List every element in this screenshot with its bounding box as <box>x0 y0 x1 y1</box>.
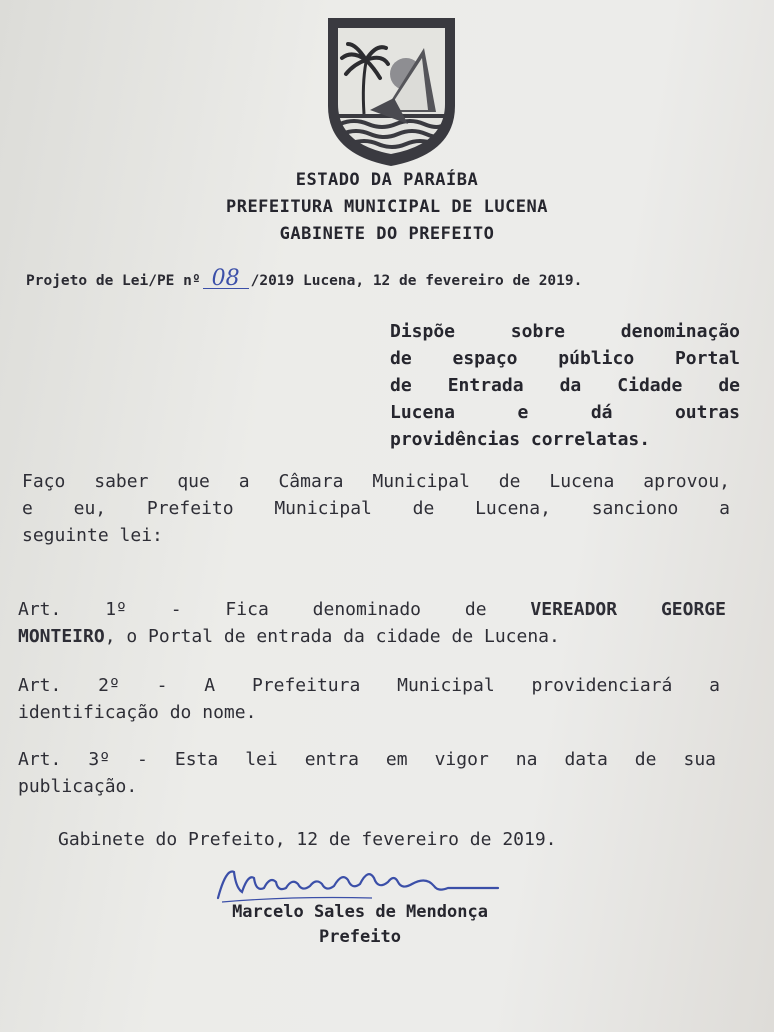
preamble-line: e eu, Prefeito Municipal de Lucena, sanciono a <box>22 498 730 519</box>
header-state: ESTADO DA PARAÍBA <box>295 170 479 190</box>
header-office: GABINETE DO PREFEITO <box>279 224 495 244</box>
ementa-line: de Entrada da Cidade de <box>390 375 740 396</box>
ementa-line: de espaço público Portal <box>390 348 740 369</box>
article-2 <box>18 672 720 726</box>
ementa-line: Lucena e dá outras <box>390 402 740 423</box>
article-1-line-2 <box>18 623 726 650</box>
article-1-line-1 <box>18 596 726 623</box>
municipal-coat-of-arms-icon <box>324 14 459 169</box>
article-2-line-1: Art. 2º - A Prefeitura Municipal providenciará a <box>18 675 720 696</box>
article-1 <box>18 596 726 650</box>
article-1-rest: , o Portal de entrada da cidade de Lucena. <box>104 626 560 647</box>
article-1-prefix: Art. 1º - Fica denominado de <box>18 599 487 620</box>
preamble-line: seguinte lei: <box>22 525 163 546</box>
ementa-line: providências correlatas. <box>390 429 651 450</box>
preamble <box>22 468 730 549</box>
bill-line <box>26 266 583 291</box>
article-3-line-2: publicação. <box>18 776 138 797</box>
article-2-line-2: identificação do nome. <box>18 702 257 723</box>
closing-line: Gabinete do Prefeito, 12 de fevereiro de 2019. <box>58 829 557 850</box>
handwritten-signature-icon <box>212 858 502 906</box>
article-1-honoree-part1: VEREADOR GEORGE <box>530 599 726 620</box>
header-municipality: PREFEITURA MUNICIPAL DE LUCENA <box>225 197 549 217</box>
ementa <box>390 318 740 453</box>
preamble-line: Faço saber que a Câmara Municipal de Lucena aprovou, <box>22 471 730 492</box>
article-1-honoree-part2: MONTEIRO <box>18 626 105 647</box>
bill-prefix: Projeto de Lei/PE nº <box>26 273 201 289</box>
signatory-title: Prefeito <box>319 927 401 947</box>
signatory-name: Marcelo Sales de Mendonça <box>232 902 488 922</box>
bill-number-handwritten: 08 <box>203 270 249 289</box>
article-3-line-1: Art. 3º - Esta lei entra em vigor na data de sua <box>18 749 716 770</box>
ementa-line: Dispõe sobre denominação <box>390 321 740 342</box>
article-3 <box>18 746 716 800</box>
bill-suffix: /2019 Lucena, 12 de fevereiro de 2019. <box>250 273 583 289</box>
